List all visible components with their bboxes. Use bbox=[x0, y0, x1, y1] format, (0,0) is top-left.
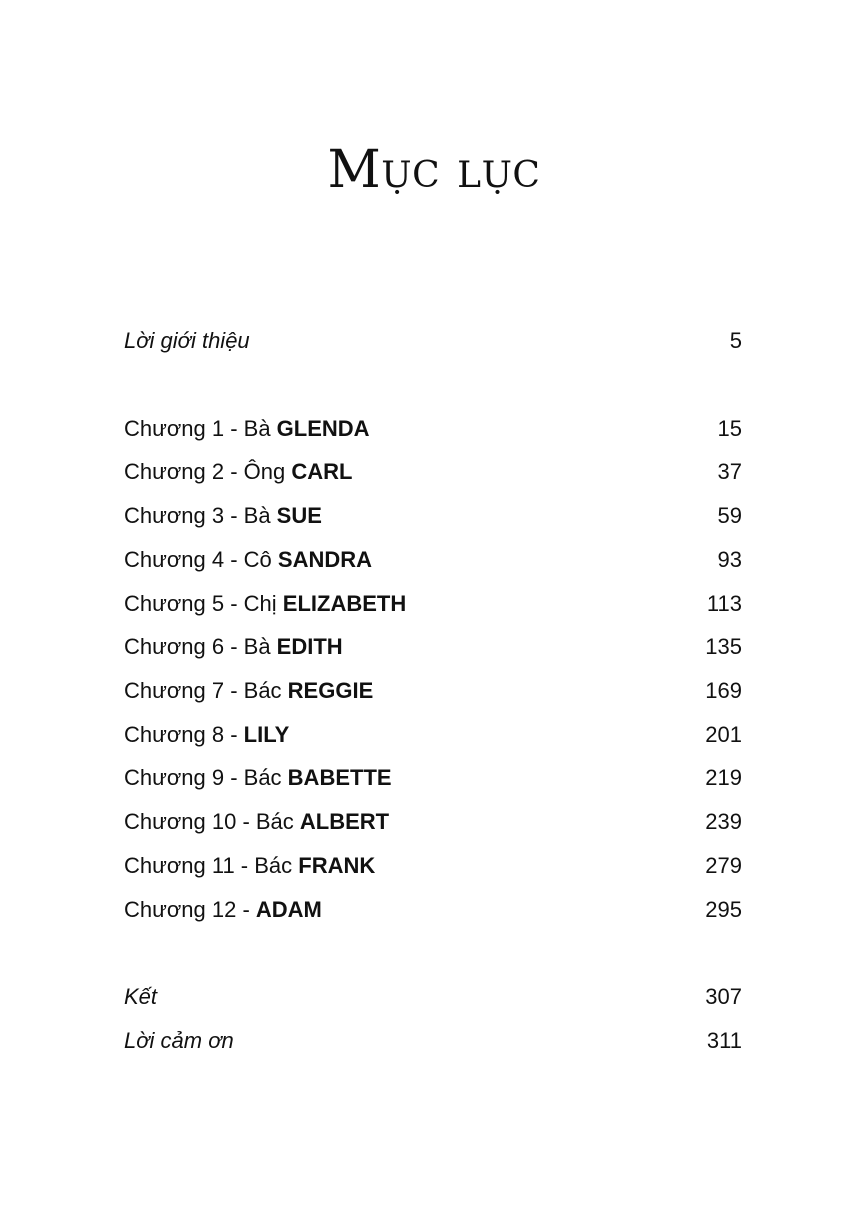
chapter-name: GLENDA bbox=[276, 416, 370, 441]
chapter-name: SUE bbox=[276, 503, 322, 528]
chapter-name: ADAM bbox=[255, 897, 322, 922]
chapter-name: LILY bbox=[243, 722, 290, 747]
toc-entry-page: 307 bbox=[705, 984, 742, 1009]
toc-entry-label bbox=[124, 589, 406, 619]
chapter-name: SANDRA bbox=[277, 547, 373, 572]
toc-entry-label bbox=[124, 457, 352, 487]
chapter-prefix: Chương 9 - Bác bbox=[124, 765, 288, 790]
toc-entry-page: 201 bbox=[705, 722, 742, 747]
toc-entry-chapter-8[interactable] bbox=[124, 720, 742, 750]
chapter-prefix: Chương 11 - Bác bbox=[124, 853, 299, 878]
toc-entry-label bbox=[124, 807, 389, 837]
toc-entry-label: Kết bbox=[124, 984, 158, 1009]
toc-entry-label bbox=[124, 545, 372, 575]
toc-entry-conclusion[interactable] bbox=[124, 982, 742, 1012]
chapter-prefix: Chương 7 - Bác bbox=[124, 678, 288, 703]
chapter-prefix: Chương 8 - bbox=[124, 722, 244, 747]
toc-entry-page: 59 bbox=[717, 503, 742, 528]
toc-entry-chapter-12[interactable] bbox=[124, 895, 742, 925]
chapter-prefix: Chương 3 - Bà bbox=[124, 503, 277, 528]
toc-entry-label: Lời cảm ơn bbox=[124, 1028, 234, 1053]
toc-entry-chapter-6[interactable] bbox=[124, 632, 742, 662]
toc-entry-chapter-9[interactable] bbox=[124, 763, 742, 793]
page-title-text: Mục lục bbox=[327, 140, 541, 200]
toc-entry-label bbox=[124, 414, 370, 444]
toc-entry-page: 5 bbox=[729, 328, 742, 353]
chapter-prefix: Chương 2 - Ông bbox=[124, 459, 292, 484]
toc-entry-introduction[interactable] bbox=[124, 326, 742, 356]
toc-entry-page: 113 bbox=[706, 591, 742, 616]
chapter-prefix: Chương 1 - Bà bbox=[124, 416, 277, 441]
toc-entry-page: 169 bbox=[705, 678, 742, 703]
toc-entry-page: 15 bbox=[717, 416, 742, 441]
chapter-prefix: Chương 12 - bbox=[124, 897, 256, 922]
chapter-prefix: Chương 10 - Bác bbox=[124, 809, 300, 834]
toc-entry-page: 295 bbox=[705, 897, 742, 922]
toc-entry-label bbox=[124, 720, 289, 750]
chapter-name: BABETTE bbox=[287, 765, 392, 790]
chapter-prefix: Chương 5 - Chị bbox=[124, 591, 283, 616]
toc-entry-page: 37 bbox=[717, 459, 742, 484]
toc-entry-page: 135 bbox=[705, 634, 742, 659]
toc-entry-chapter-3[interactable] bbox=[124, 501, 742, 531]
toc-entry-chapter-10[interactable] bbox=[124, 807, 742, 837]
chapter-name: EDITH bbox=[276, 634, 343, 659]
chapter-name: REGGIE bbox=[287, 678, 374, 703]
toc-entry-page: 239 bbox=[705, 809, 742, 834]
toc-entry-acknowledgements[interactable] bbox=[124, 1026, 742, 1056]
chapter-name: ALBERT bbox=[299, 809, 390, 834]
toc-entry-label: Lời giới thiệu bbox=[124, 328, 250, 353]
page-title bbox=[0, 138, 868, 202]
toc-entry-chapter-4[interactable] bbox=[124, 545, 742, 575]
toc-entry-chapter-1[interactable] bbox=[124, 414, 742, 444]
toc-entry-label bbox=[124, 501, 322, 531]
chapter-name: FRANK bbox=[298, 853, 376, 878]
toc-entry-label bbox=[124, 632, 343, 662]
toc-entry-chapter-5[interactable] bbox=[124, 589, 742, 619]
toc-entry-label bbox=[124, 763, 392, 793]
toc-entry-label bbox=[124, 895, 322, 925]
toc-entry-chapter-11[interactable] bbox=[124, 851, 742, 881]
toc-entry-page: 279 bbox=[705, 853, 742, 878]
chapter-prefix: Chương 6 - Bà bbox=[124, 634, 277, 659]
toc-entry-label bbox=[124, 676, 373, 706]
chapter-name: CARL bbox=[291, 459, 353, 484]
toc-entry-page: 93 bbox=[717, 547, 742, 572]
toc-entry-page: 219 bbox=[705, 765, 742, 790]
chapter-prefix: Chương 4 - Cô bbox=[124, 547, 278, 572]
toc-entry-label bbox=[124, 851, 375, 881]
chapter-name: ELIZABETH bbox=[282, 591, 407, 616]
toc-entry-chapter-2[interactable] bbox=[124, 457, 742, 487]
toc-entry-page: 311 bbox=[706, 1028, 742, 1053]
toc-entry-chapter-7[interactable] bbox=[124, 676, 742, 706]
